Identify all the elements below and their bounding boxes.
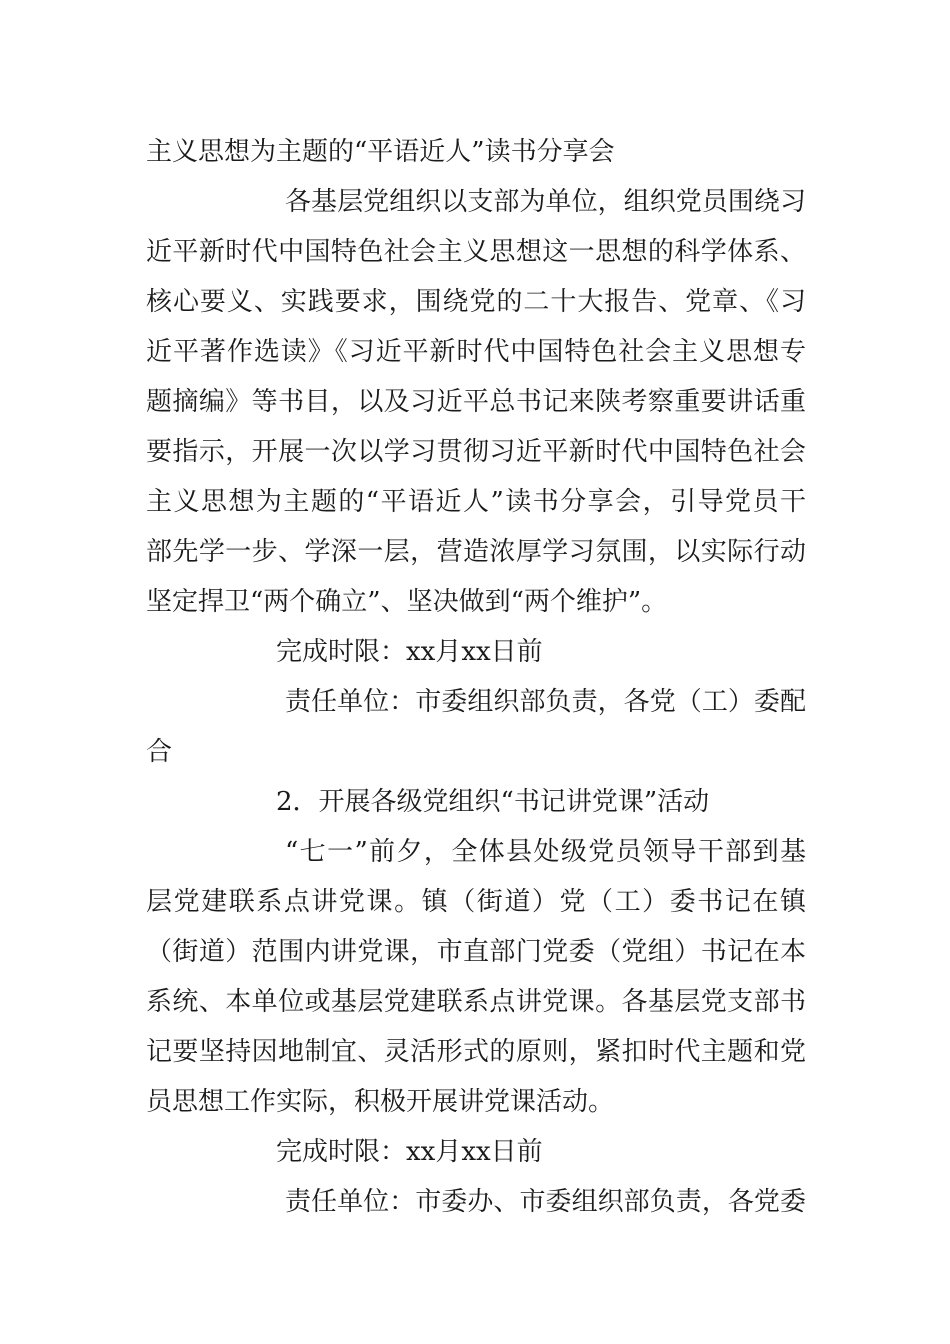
text-line: 近平著作选读》《习近平新时代中国特色社会主义思想专: [146, 337, 806, 367]
text-line: 要指示，开展一次以学习贯彻习近平新时代中国特色社会: [146, 437, 806, 467]
text-line: 合: [146, 737, 173, 767]
text-line: 记要坚持因地制宜、灵活形式的原则，紧扣时代主题和党: [146, 1037, 806, 1067]
text-line: 坚定捍卫“两个确立”、坚决做到“两个维护”。: [146, 587, 668, 617]
responsibility-line: 责任单位：市委办、市委组织部负责，各党委: [285, 1187, 806, 1217]
text-line: （街道）范围内讲党课，市直部门党委（党组）书记在本: [146, 937, 806, 967]
text-line: 题摘编》等书目，以及习近平总书记来陕考察重要讲话重: [146, 387, 806, 417]
text-line: 员思想工作实际，积极开展讲党课活动。: [146, 1087, 615, 1117]
text-line: 近平新时代中国特色社会主义思想这一思想的科学体系、: [146, 237, 806, 267]
deadline-line: 完成时限：xx月xx日前: [276, 637, 543, 667]
responsibility-line: 责任单位：市委组织部负责，各党（工）委配: [285, 687, 806, 717]
text-line: 系统、本单位或基层党建联系点讲党课。各基层党支部书: [146, 987, 806, 1017]
paragraph-first-line: 各基层党组织以支部为单位，组织党员围绕习: [285, 187, 806, 217]
text-line: 主义思想为主题的“平语近人”读书分享会: [146, 137, 615, 167]
text-line: 核心要义、实践要求，围绕党的二十大报告、党章、《习: [146, 287, 806, 317]
text-line: 部先学一步、学深一层，营造浓厚学习氛围，以实际行动: [146, 537, 806, 567]
text-line: 主义思想为主题的“平语近人”读书分享会，引导党员干: [146, 487, 806, 517]
paragraph-first-line: “七一”前夕，全体县处级党员领导干部到基: [285, 837, 806, 867]
deadline-line: 完成时限：xx月xx日前: [276, 1137, 543, 1167]
text-line: 层党建联系点讲党课。镇（街道）党（工）委书记在镇: [146, 887, 806, 917]
section-heading: 2．开展各级党组织“书记讲党课”活动: [276, 787, 710, 817]
